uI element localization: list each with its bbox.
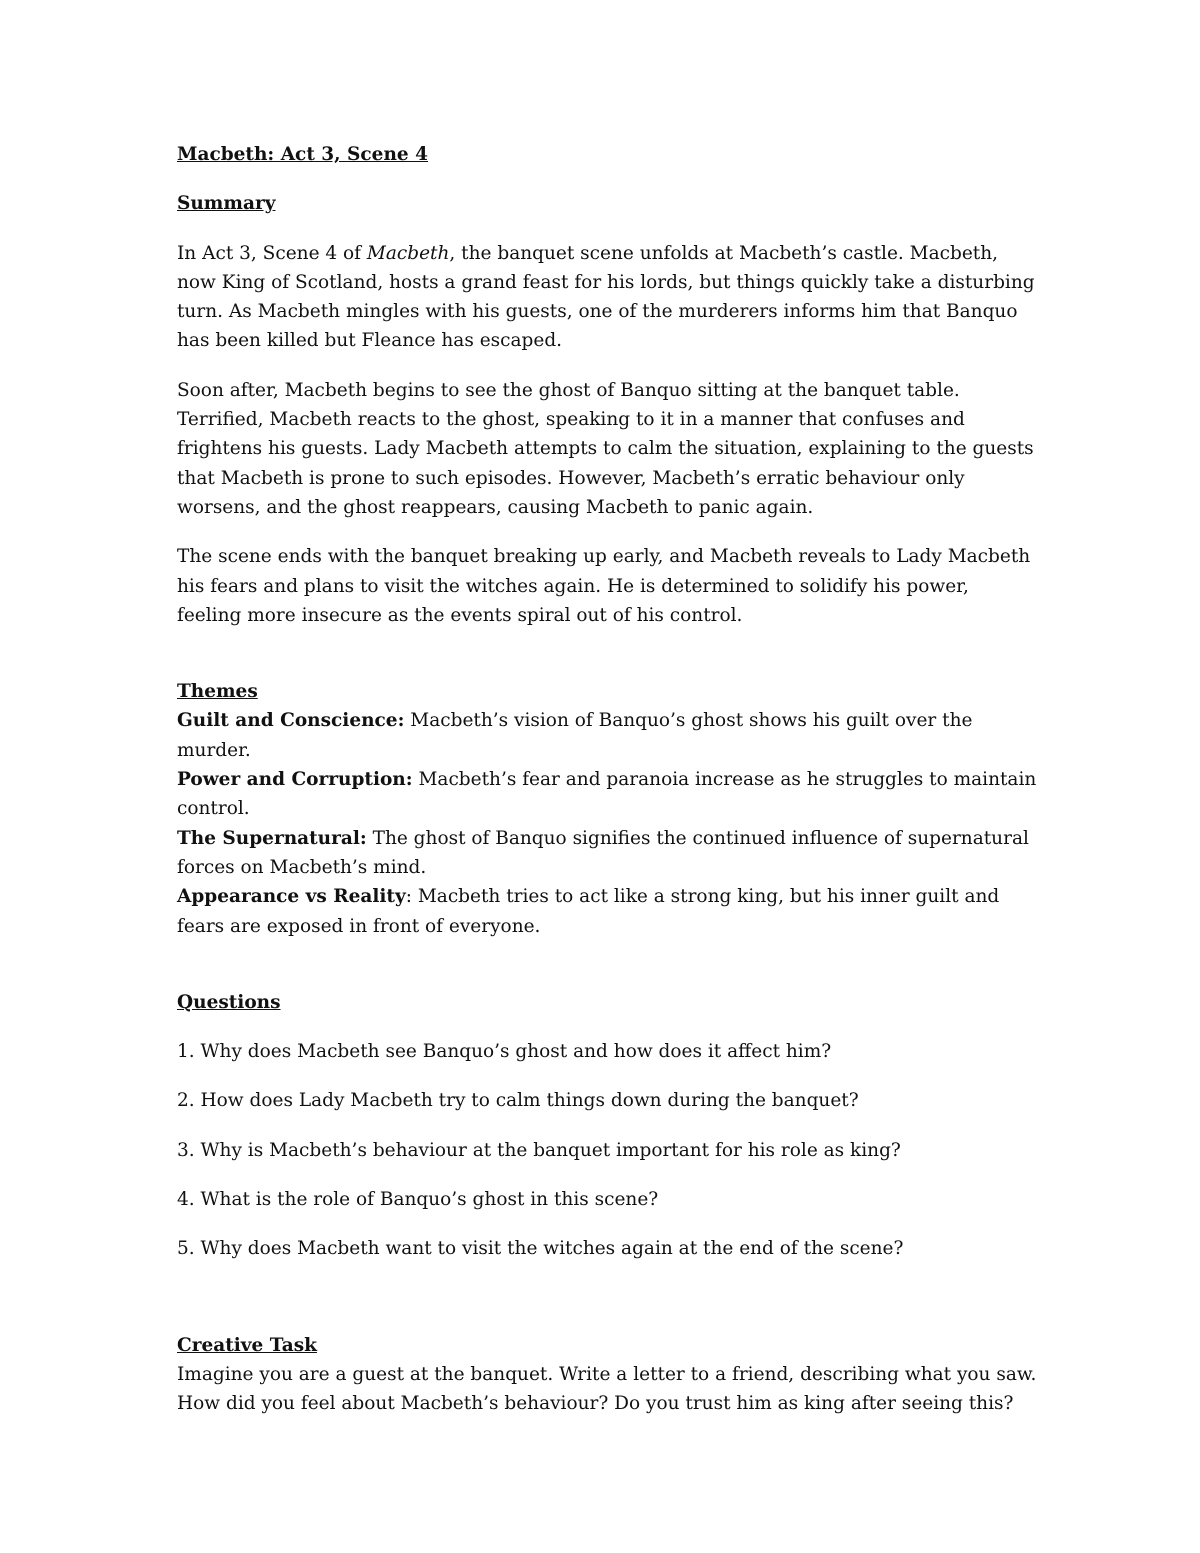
question-item: 4. What is the role of Banquo’s ghost in this scene?: [177, 1189, 659, 1211]
themes-heading: Themes: [177, 681, 258, 703]
theme-text: Macbeth’s vision of Banquo’s ghost shows his guilt over the murder.: [177, 710, 973, 761]
summary-paragraph-1: [177, 239, 1037, 356]
summary-p1-pre: In Act 3, Scene 4 of: [177, 242, 367, 264]
summary-p1-post: , the banquet scene unfolds at Macbeth’s castle. Macbeth, now King of Scotland, hosts a grand feast for his lords, but things quickly take a disturbing turn. As Macbeth mingles with his guests, one of the murderers informs him that Banquo has been killed but Fleance has escaped.: [177, 242, 1035, 352]
creative-task-text: Imagine you are a guest at the banquet. Write a letter to a friend, describing what you saw. How did you feel about Macbeth’s behaviour? Do you trust him as king after seeing this?: [177, 1363, 1037, 1415]
theme-text: Macbeth’s fear and paranoia increase as he struggles to maintain control.: [177, 769, 1037, 820]
question-item: 1. Why does Macbeth see Banquo’s ghost and how does it affect him?: [177, 1041, 832, 1063]
summary-p1-italic: Macbeth: [366, 242, 450, 264]
summary-section: [177, 239, 1037, 631]
theme-term: The Supernatural:: [177, 827, 367, 849]
theme-text: The ghost of Banquo signifies the continued influence of supernatural forces on Macbeth’s mind.: [177, 827, 1029, 878]
summary-heading: Summary: [177, 193, 276, 215]
theme-term: Power and Corruption:: [177, 769, 413, 791]
questions-list: [177, 1037, 1037, 1263]
theme-term: Guilt and Conscience:: [177, 710, 405, 732]
theme-item: [177, 882, 1037, 941]
summary-paragraph-3: The scene ends with the banquet breaking up early, and Macbeth reveals to Lady Macbeth his fears and plans to visit the witches again. He is determined to solidify his power, feeling more insecure as the events spiral out of his control.: [177, 546, 1031, 626]
question-item: 5. Why does Macbeth want to visit the witches again at the end of the scene?: [177, 1238, 904, 1260]
document-page: [177, 140, 1037, 1419]
theme-term: Appearance vs Reality: [177, 886, 406, 908]
questions-heading: Questions: [177, 991, 281, 1013]
themes-list: [177, 706, 1037, 940]
creative-task-heading: Creative Task: [177, 1334, 317, 1356]
theme-text: : Macbeth tries to act like a strong king, but his inner guilt and fears are exposed in front of everyone.: [177, 886, 1000, 937]
theme-item: [177, 765, 1037, 824]
theme-item: [177, 824, 1037, 883]
question-item: 2. How does Lady Macbeth try to calm things down during the banquet?: [177, 1090, 859, 1112]
summary-paragraph-2: Soon after, Macbeth begins to see the ghost of Banquo sitting at the banquet table. Terrified, Macbeth reacts to the ghost, speaking to it in a manner that confuses and frightens his guests. Lady Macbeth attempts to calm the situation, explaining to the guests that Macbeth is prone to such episodes. However, Macbeth’s erratic behaviour only worsens, and the ghost reappears, causing Macbeth to panic again.: [177, 379, 1034, 518]
document-title: Macbeth: Act 3, Scene 4: [177, 144, 428, 165]
theme-item: [177, 706, 1037, 765]
question-item: 3. Why is Macbeth’s behaviour at the banquet important for his role as king?: [177, 1139, 901, 1161]
